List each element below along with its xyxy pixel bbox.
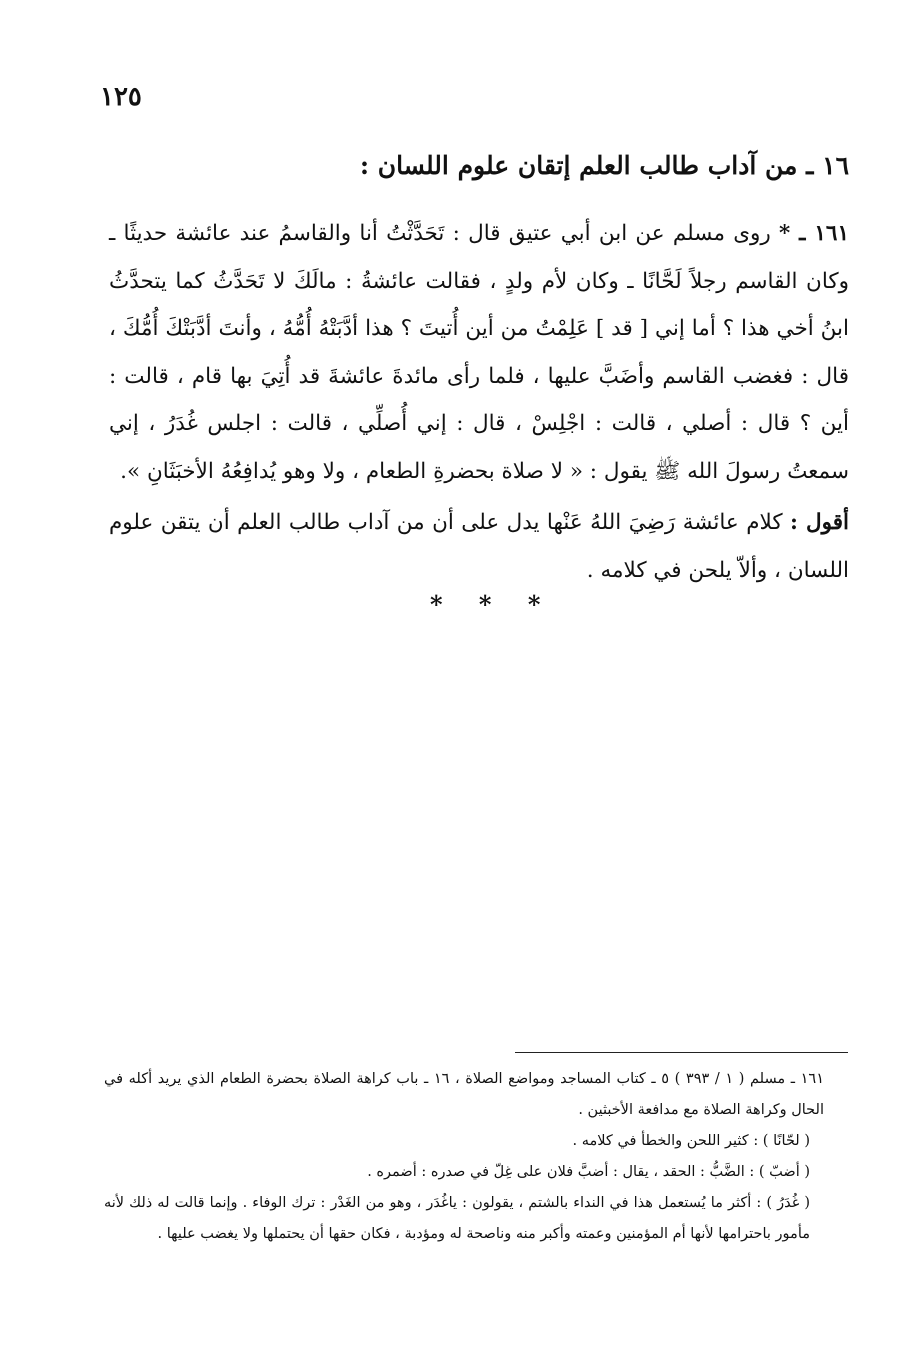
footnote-gloss-adabb: ( أضبّ ) : الضَّبُّ : الحقد ، يقال : أضبَّ فلان على غِلّ في صدره : أضمره . xyxy=(367,1164,810,1180)
comment-label: أقول : xyxy=(790,510,849,535)
comment-text: كلام عائشة رَضِيَ اللهُ عَنْها يدل على أن من آداب طالب العلم أن يتقن علوم اللسان ، وألاّ يلحن في كلامه . xyxy=(109,510,849,583)
main-text xyxy=(109,210,849,594)
hadith-text: روى مسلم عن ابن أبي عتيق قال : تَحَدَّثْتُ أنا والقاسمُ عند عائشة حديثًا ـ وكان القاسم رجلاً لَحَّانًا ـ وكان لأم ولدٍ ، فقالت عائشةُ : مالَكَ لا تَحَدَّثُ كما يتحدَّثُ ابنُ أخي هذا ؟ أما إني [ قد ] عَلِمْتُ من أين أُتيتَ ؟ هذا أدَّبَتْهُ أُمُّهُ ، وأنتَ أدَّبَتْكَ أُمُّكَ ، قال : فغضب القاسم وأضَبَّ عليها ، فلما رأى مائدةَ عائشةَ قد أُتِيَ بها قام ، قالت : أين ؟ قال : أصلي ، قالت : اجْلِسْ ، قال : إني أُصلِّي ، قالت : اجلس غُدَرُ ، إني سمعتُ رسولَ الله ﷺ يقول : « لا صلاة بحضرةِ الطعام ، ولا وهو يُدافِعُهُ الأخبَثَانِ ». xyxy=(109,221,849,484)
footnote-source: ١٦١ ـ مسلم ( ١ / ٣٩٣ ) ٥ ـ كتاب المساجد ومواضع الصلاة ، ١٦ ـ باب كراهة الصلاة بحضرة الطعام الذي يريد أكله في الحال وكراهة الصلاة مع مدافعة الأخبثين . xyxy=(104,1071,824,1118)
footnote-divider xyxy=(515,1052,848,1053)
hadith-paragraph xyxy=(109,210,849,495)
page-number: ١٢٥ xyxy=(100,82,142,112)
comment-paragraph xyxy=(109,499,849,594)
hadith-number: ١٦١ ـ * xyxy=(779,221,849,246)
footnotes xyxy=(104,1064,824,1250)
section-heading: ١٦ ـ من آداب طالب العلم إتقان علوم اللسان : xyxy=(359,151,849,180)
section-separator: * * * xyxy=(430,590,555,619)
footnote-gloss-lahhan: ( لحّانًا ) : كثير اللحن والخطأ في كلامه . xyxy=(572,1133,810,1149)
footnote-gloss-ghudar: ( غُدَرُ ) : أكثر ما يُستعمل هذا في النداء بالشتم ، يقولون : ياغُدَر ، وهو من الغَدْر : ترك الوفاء . وإنما قالت له ذلك لأنه مأمور باحترامها لأنها أم المؤمنين وعمته وأكبر منه وناصحة له ومؤدبة ، فكان حقها أن يحتملها ولا يغضب عليها . xyxy=(104,1195,810,1242)
